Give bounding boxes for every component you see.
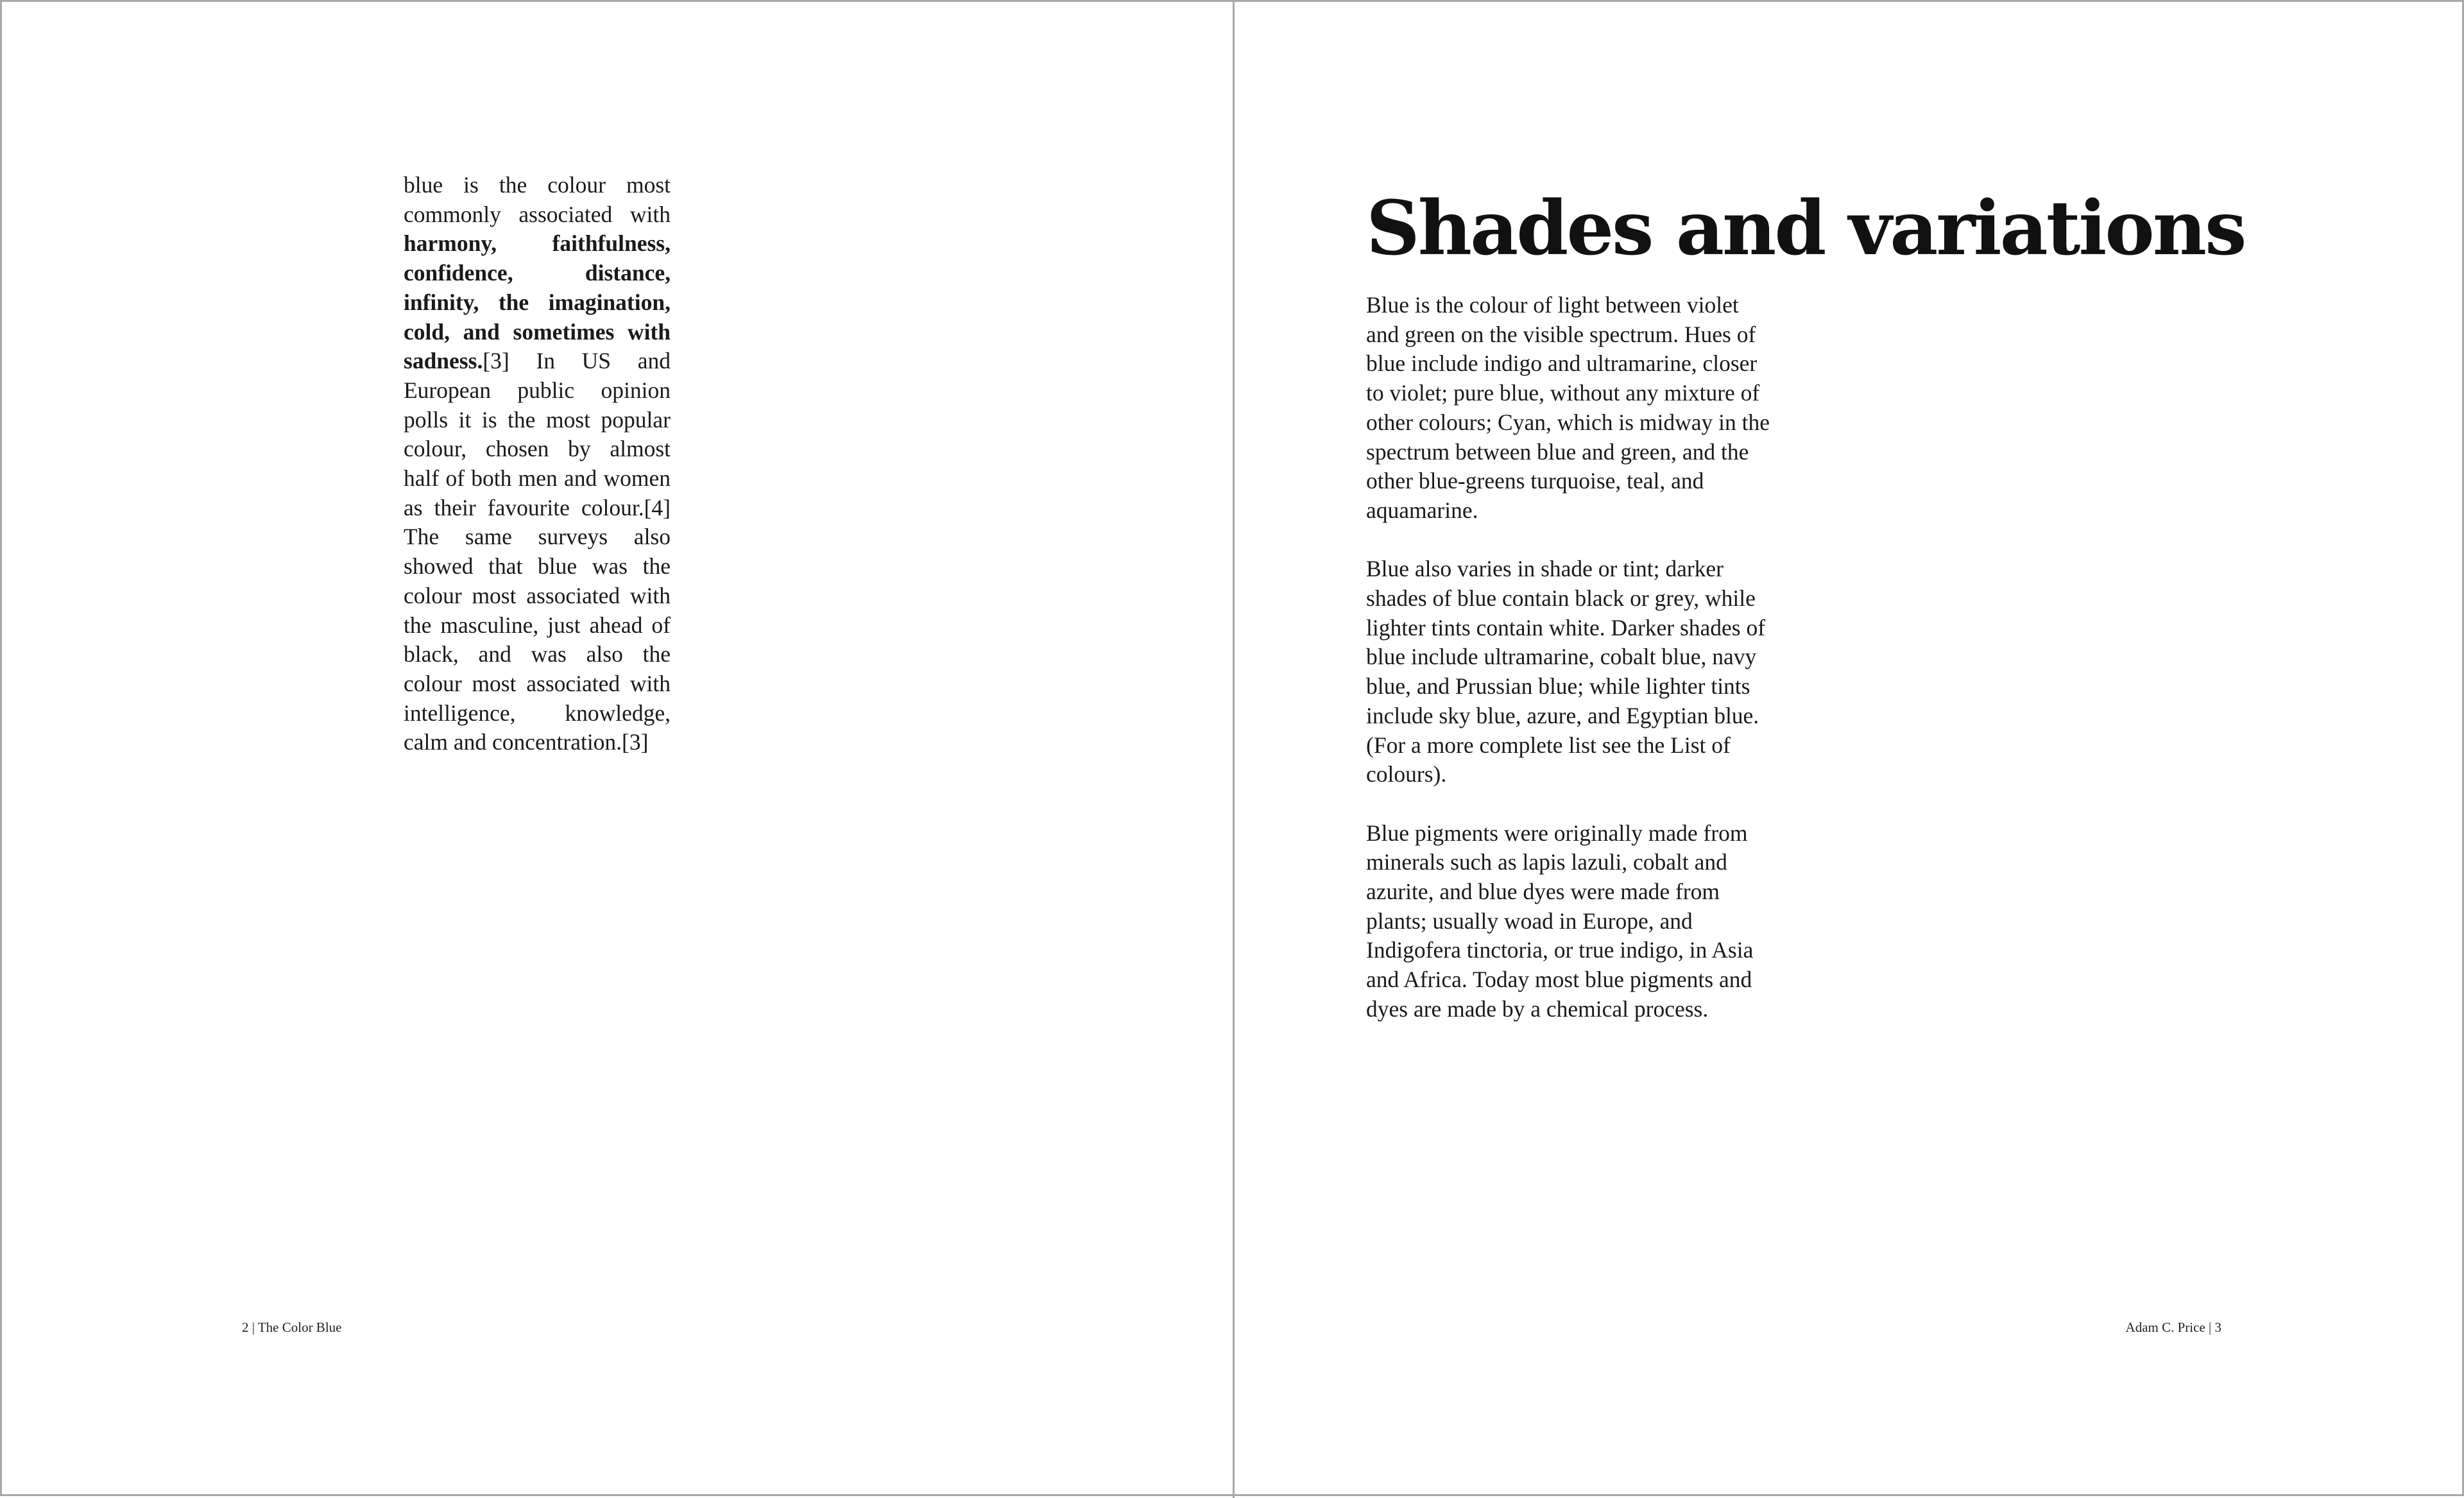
paragraph-lead: blue is the colour most commonly associated with xyxy=(404,172,671,227)
chapter-heading: Shades and variations xyxy=(1366,185,2245,272)
paragraph-emphasis: harmony, faithfulness, confidence, distance, infinity, the imagination, cold, and sometimes with sadness. xyxy=(404,230,671,374)
right-text-column xyxy=(1366,291,1777,1053)
page-number: 3 xyxy=(2214,1320,2221,1335)
paragraph-3: Blue pigments were originally made from minerals such as lapis lazuli, cobalt and azurite, and blue dyes were made from plants; usually woad in Europe, and Indigofera tinctoria, or true indigo, in Asia and Africa. Today most blue pigments and dyes are made by a chemical process. xyxy=(1366,820,1754,1022)
page-number: 2 xyxy=(242,1320,249,1335)
book-title: The Color Blue xyxy=(257,1320,342,1335)
left-page xyxy=(2,2,1233,1498)
paragraph-2: Blue also varies in shade or tint; darker shades of blue contain black or grey, while lighter tints contain white. Darker shades of blue include ultramarine, cobalt blue, navy blue, and Prussian blue; while lighter tints include sky blue, azure, and Egyptian blue. (For a more complete list see the List of colours). xyxy=(1366,556,1766,788)
footer-separator: | xyxy=(2205,1320,2215,1335)
author-name: Adam C. Price xyxy=(2125,1320,2205,1335)
paragraph-1: Blue is the colour of light between violet and green on the visible spectrum. Hues of blue include indigo and ultramarine, closer to violet; pure blue, without any mixture of other colours; Cyan, which is midway in the spectrum between blue and green, and the other blue-greens turquoise, teal, and aquamarine. xyxy=(1366,292,1770,523)
left-paragraph xyxy=(404,171,671,757)
paragraph-rest: [3] In US and European public opinion polls it is the most popular colour, chosen by almost half of both men and women as their favourite colour.[4] The same surveys also showed that blue was the colour most associated with the masculine, just ahead of black, and was also the colour most associated with intelligence, knowledge, calm and concentration.[3] xyxy=(404,348,671,755)
left-page-footer xyxy=(242,1319,341,1336)
right-page-footer xyxy=(2126,1319,2221,1336)
footer-separator: | xyxy=(248,1320,258,1335)
left-text-column xyxy=(404,171,671,757)
